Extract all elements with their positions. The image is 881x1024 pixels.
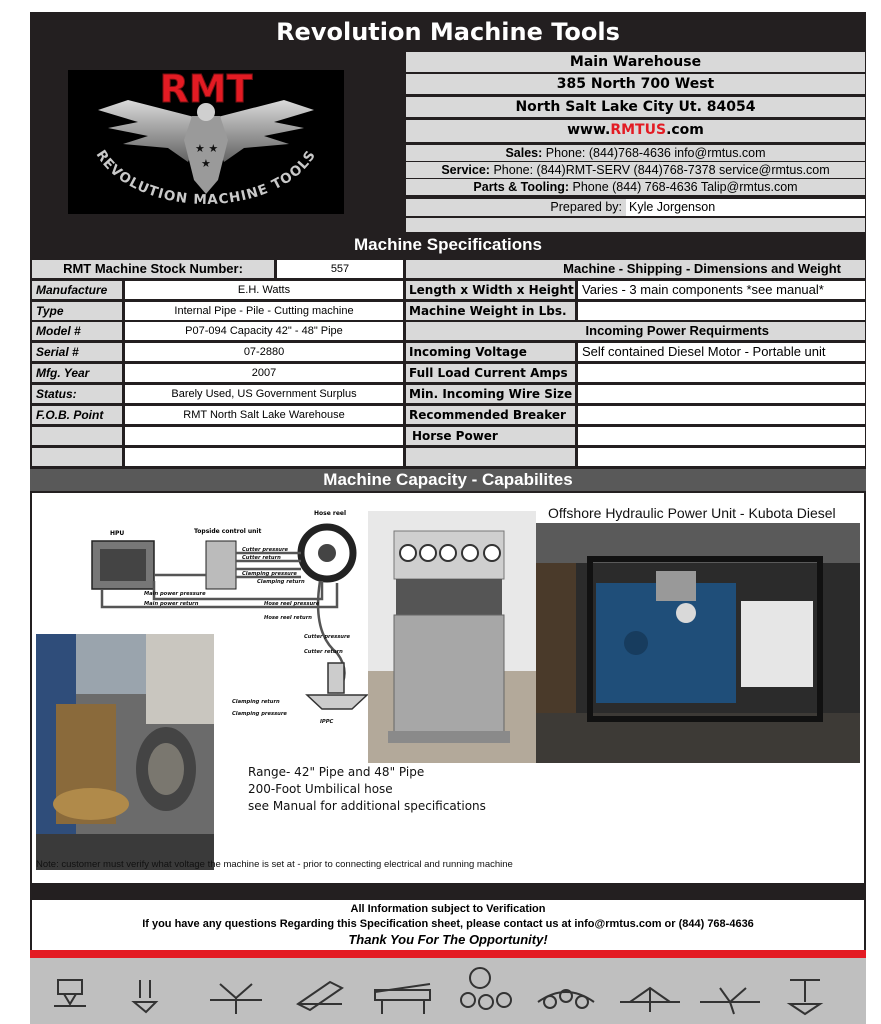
spec-label-model: Model # [32, 322, 122, 340]
control-unit-photo [368, 511, 536, 763]
svg-text:Hose reel pressure: Hose reel pressure [264, 601, 320, 607]
weight-label: Machine Weight in Lbs. [406, 302, 575, 320]
weight-value [578, 302, 865, 320]
svg-text:Topside control unit: Topside control unit [194, 528, 262, 535]
svg-text:Cutter return: Cutter return [242, 555, 281, 561]
spec-value-empty [125, 427, 403, 445]
voltage-label: Incoming Voltage [406, 343, 575, 361]
specs-title: Machine Specifications [354, 235, 542, 254]
roll-forming-icon [461, 968, 511, 1009]
service-contact: Service: Phone: (844)RMT-SERV (844)768-7378 service@rmtus.com [406, 162, 865, 178]
voltage-value: Self contained Diesel Motor - Portable unit [578, 343, 865, 361]
spec-sheet [30, 12, 866, 958]
spec-label-type: Type [32, 302, 122, 320]
address-line-1: Main Warehouse [406, 52, 865, 72]
spec-value-empty [578, 448, 865, 466]
stock-number-label: RMT Machine Stock Number: [32, 260, 274, 278]
lwh-value: Varies - 3 main components *see manual* [578, 281, 865, 299]
address-line-2: 385 North 700 West [406, 74, 865, 94]
sales-contact: Sales: Phone: (844)768-4636 info@rmtus.com [406, 145, 865, 161]
wire-size-label: Min. Incoming Wire Size [406, 385, 575, 403]
cutter-photo [36, 634, 214, 870]
svg-text:Hose reel: Hose reel [314, 510, 347, 517]
horse-power-value [578, 427, 865, 445]
rmt-logo [68, 70, 344, 214]
shipping-header: Machine - Shipping - Dimensions and Weight [406, 260, 865, 278]
capacity-title: Machine Capacity - Capabilites [30, 469, 866, 491]
svg-text:IPPC: IPPC [320, 719, 334, 725]
lwh-label: Length x Width x Height [406, 281, 575, 299]
svg-text:Hose reel return: Hose reel return [264, 615, 312, 621]
svg-text:Clamping return: Clamping return [232, 699, 280, 705]
eagle-logo-icon [68, 70, 344, 214]
spec-value-type: Internal Pipe - Pile - Cutting machine [125, 302, 403, 320]
capacity-panel [32, 493, 864, 883]
svg-text:Cutter pressure: Cutter pressure [304, 634, 351, 640]
prepared-by-value: Kyle Jorgenson [626, 199, 865, 216]
breaker-value [578, 406, 865, 424]
rolls-icon [538, 990, 594, 1008]
svg-text:Clamping return: Clamping return [257, 579, 305, 585]
punch-icon [134, 980, 156, 1012]
brand-red-bar [30, 950, 866, 958]
spec-label-empty [406, 448, 575, 466]
parts-contact: Parts & Tooling: Phone (844) 768-4636 Talip@rmtus.com [406, 179, 865, 195]
power-header: Incoming Power Requirments [406, 322, 865, 340]
address-line-3: North Salt Lake City Ut. 84054 [406, 97, 865, 117]
website-link[interactable]: www.RMTUS.com [406, 120, 865, 142]
photo-caption: Offshore Hydraulic Power Unit - Kubota Diesel [548, 505, 836, 521]
horse-power-label: Horse Power [406, 427, 575, 445]
spec-label-fob: F.O.B. Point [32, 406, 122, 424]
wire-size-value [578, 385, 865, 403]
prepared-by-label: Prepared by: [406, 199, 626, 216]
svg-text:REVOLUTION MACHINE TOOLS: REVOLUTION MACHINE TOOLS [92, 147, 320, 209]
footer-contact: If you have any questions Regarding this Specification sheet, please contact us at info@rmtus.com or (844) 768-4636 [142, 918, 754, 930]
amps-value [578, 364, 865, 382]
machine-icons [30, 958, 866, 1024]
page-title: Revolution Machine Tools [276, 18, 620, 46]
svg-text:Main power return: Main power return [144, 601, 199, 607]
machine-icon-strip [30, 958, 866, 1024]
spec-label-manufacture: Manufacture [32, 281, 122, 299]
amps-label: Full Load Current Amps [406, 364, 575, 382]
svg-text:★: ★ [201, 157, 211, 170]
address-spacer [406, 218, 865, 232]
cutting-icon [700, 988, 760, 1014]
spec-label-empty [32, 448, 122, 466]
svg-text:RMT: RMT [159, 70, 253, 111]
drill-icon [790, 980, 820, 1014]
capacity-hose: 200-Foot Umbilical hose [248, 782, 393, 796]
spec-label-empty [32, 427, 122, 445]
breaker-label: Recommended Breaker [406, 406, 575, 424]
svg-text:Cutter return: Cutter return [304, 649, 343, 655]
footer-thanks: Thank You For The Opportunity! [348, 932, 548, 947]
spec-label-mfg-year: Mfg. Year [32, 364, 122, 382]
spec-value-serial: 07-2880 [125, 343, 403, 361]
plate-roll-icon [375, 984, 430, 1014]
spec-label-status: Status: [32, 385, 122, 403]
svg-text:HPU: HPU [110, 530, 125, 537]
spec-value-model: P07-094 Capacity 42" - 48" Pipe [125, 322, 403, 340]
spec-value-status: Barely Used, US Government Surplus [125, 385, 403, 403]
svg-text:★ ★: ★ ★ [195, 142, 219, 155]
ironworker-icon [620, 988, 680, 1012]
bender-icon [298, 982, 342, 1010]
footer-verification: All Information subject to Verification [350, 903, 546, 915]
capacity-range: Range- 42" Pipe and 48" Pipe [248, 765, 425, 779]
spec-label-serial: Serial # [32, 343, 122, 361]
press-brake-icon [54, 980, 86, 1006]
spec-value-empty [125, 448, 403, 466]
spec-value-mfg-year: 2007 [125, 364, 403, 382]
power-unit-photo [536, 523, 860, 763]
spec-value-fob: RMT North Salt Lake Warehouse [125, 406, 403, 424]
voltage-note: Note: customer must verify what voltage the machine is set at - prior to connecting electrical and running machine [36, 859, 513, 870]
svg-text:Cutter pressure: Cutter pressure [242, 547, 289, 553]
svg-text:Clamping pressure: Clamping pressure [232, 711, 287, 717]
shear-icon [210, 984, 262, 1014]
svg-text:Clamping pressure: Clamping pressure [242, 571, 297, 577]
spec-value-manufacture: E.H. Watts [125, 281, 403, 299]
capacity-manual: see Manual for additional specifications [248, 799, 486, 813]
footer [32, 900, 864, 952]
svg-text:Main power pressure: Main power pressure [144, 591, 206, 597]
stock-number-value: 557 [277, 260, 403, 278]
